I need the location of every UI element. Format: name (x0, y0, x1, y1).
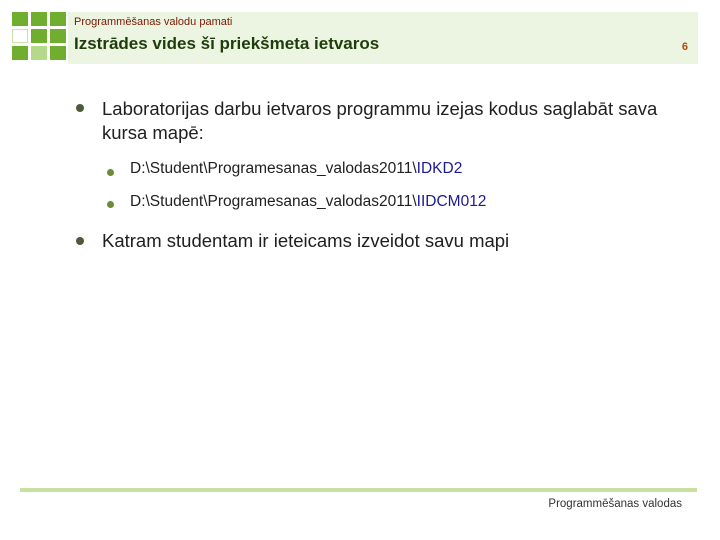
logo-grid (12, 12, 68, 64)
logo-cell (31, 12, 47, 26)
path-highlight: IDKD2 (416, 160, 463, 177)
bullet-icon (76, 104, 84, 112)
logo-cell (12, 12, 28, 26)
slide-title: Izstrādes vides šī priekšmeta ietvaros (74, 34, 380, 53)
course-subtitle: Programmēšanas valodu pamati (74, 16, 233, 28)
bullet-1-text: Laboratorijas darbu ietvaros programmu izejas kodus saglabāt sava kursa mapē: (102, 98, 658, 143)
footer-text: Programmēšanas valodas (548, 498, 682, 510)
logo-cell (50, 12, 66, 26)
bullet-icon (76, 237, 84, 245)
logo-cell (31, 29, 47, 43)
sub-bullet-2 (130, 193, 486, 211)
bullet-2-text: Katram studentam ir ieteicams izveidot savu mapi (102, 230, 510, 251)
footer-divider (20, 488, 697, 492)
logo-cell (12, 46, 28, 60)
path-highlight: IIDCM012 (416, 193, 487, 210)
logo-cell (12, 29, 28, 43)
sub-bullet-1 (130, 160, 462, 178)
path-text: D:\Student\Programesanas_valodas2011\ (130, 160, 417, 177)
path-text: D:\Student\Programesanas_valodas2011\ (130, 193, 417, 210)
bullet-icon (107, 201, 114, 208)
bullet-icon (107, 169, 114, 176)
logo-cell (50, 46, 66, 60)
slide-number: 6 (681, 41, 688, 53)
logo-cell (31, 46, 47, 60)
logo-cell (50, 29, 66, 43)
